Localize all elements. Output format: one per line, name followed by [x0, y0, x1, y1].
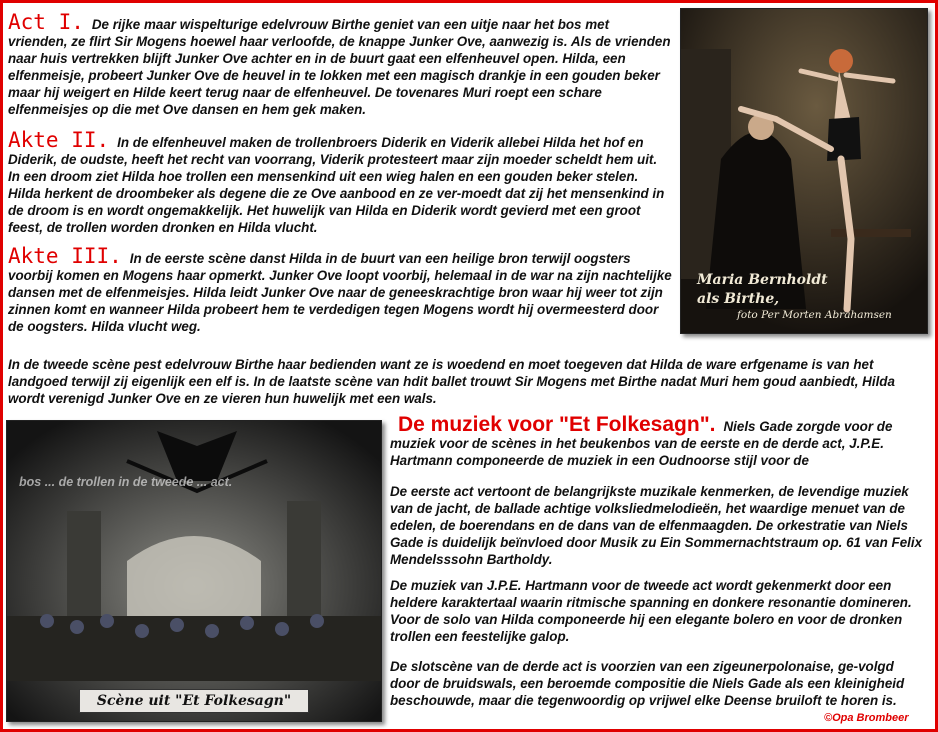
photo2-caption: Scène uit "Et Folkesagn" [79, 689, 309, 713]
photo1-caption-line2: als Birthe, [697, 291, 780, 307]
music-intro [390, 413, 926, 469]
music-heading: De muziek voor "Et Folkesagn". [398, 413, 716, 436]
act1-paragraph [8, 10, 672, 118]
photo2-overlay-text: bos ... de trollen in de tweede ... act. [19, 475, 233, 489]
scene-illustration [7, 421, 381, 721]
scene2-paragraph: In de tweede scène pest edelvrouw Birthe haar bedienden want ze is woedend en moet toegeven dat Hilda de ware erfgename is van het landgoed terwijl zij eigenlijk een elf is. In de laatste scène van hdit ballet trouwt Sir Mogens met Birthe nadat Muri hem goud aanbiedt, Hilda wordt verenigd Junker Ove en ze vieren hun huwelijk met een wals. [8, 357, 895, 406]
act1-heading: Act I. [8, 10, 84, 34]
act1-text: De rijke maar wispelturige edelvrouw Birthe geniet van een uitje naar het bos met vrienden, ze flirt Sir Mogens hoewel haar verloofde, de knappe Junker Ove, aanwezig is. Als de vrienden naar huis vertrekken blijft Junker Ove achter en in de buurt gaat een elfenheuvel open. Hilda, een elfenmeisje, probeert Junker Ove de heuvel in te lokken met een magisch drankje in een gouden beker maar hij weigert en Hilde keert terug naar de elfenheuvel. De tovenares Muri roept een schare elfenmeisjes op die met Ove dansen en hem gek maken. [8, 17, 671, 117]
music-paragraph-2: De muziek van J.P.E. Hartmann voor de tweede act wordt gekenmerkt door een heldere karaktertaal waarin ritmische spanning en donkere resonantie domineren. Voor de solo van Hilda componeerde hij een elegante bolero en voor de dronken trollen een feestelijke galop. [390, 578, 912, 644]
act2-text: In de elfenheuvel maken de trollenbroers Diderik en Viderik allebei Hilda het hof en Diderik, de oudste, heeft het recht van voorrang, Viderik protesteert maar zijn moeder scheldt hem uit. In een droom ziet Hilda hoe trollen een mensenkind uit een wieg halen en een gouden beker stelen. Hilda herkent de droombeker als degene die ze Ove aanbood en ze ver-moedt dat zij het mensenkind in de droom is en wordt ongemakkelijk. Het huwelijk van Hilda en Diderik wordt gevierd met een groot feest, de trollen worden dronken en Hilda vlucht. [8, 135, 665, 235]
scene-photo [6, 420, 382, 722]
photo1-caption [697, 271, 828, 309]
music-paragraph-1: De eerste act vertoont de belangrijkste muzikale kenmerken, de levendige muziek van de jacht, de ballade achtige volksliedmelodieën, het waardige menuet van de edelen, de boerendans en de dans van de elfenmaagden. De orkestratie van Niels Gade is duidelijk beïnvloed door Musik zu Ein Sommernachtstraum op. 61 van Felix Mendelsssohn Bartholdy. [390, 484, 923, 567]
music-paragraph-3: De slotscène van de derde act is voorzien van een zigeunerpolonaise, ge-volgd door de bruidswals, een beroemde compositie die Niels Gade als een kleinigheid beschouwde, maar die tegenwoordig op vrijwel elke Deense bruiloft te horen is. [390, 659, 905, 708]
photo1-caption-line1: Maria Bernholdt [697, 272, 828, 288]
act3-text: In de eerste scène danst Hilda in de buurt van een heilige bron terwijl oogsters voorbij komen en Mogens haar opmerkt. Junker Ove loopt voorbij, helemaal in de war na zijn nachtelijke dansen met de elfenmeisjes. Hilda leidt Junker Ove naar de geneeskrachtige bron waar hij weer tot zijn zinnen komt en wanneer Hilda probeert hem te verdedigen tegen Mogens wordt hij overmeesterd door de oogsters. Hilda vlucht weg. [8, 251, 672, 334]
copyright: ©Opa Brombeer [824, 712, 909, 724]
dancer-photo [680, 8, 928, 334]
act2-paragraph [8, 128, 672, 236]
act2-heading: Akte II. [8, 128, 110, 152]
act3-heading: Akte III. [8, 244, 122, 268]
act3-paragraph [8, 244, 672, 335]
photo1-credit: foto Per Morten Abrahamsen [737, 309, 892, 321]
music-intro-text: Niels Gade zorgde voor de muziek voor de scènes in het beukenbos van de eerste en de derde act, J.P.E. Hartmann componeerde de muziek in een Oudnoorse stijl voor de [390, 419, 893, 468]
